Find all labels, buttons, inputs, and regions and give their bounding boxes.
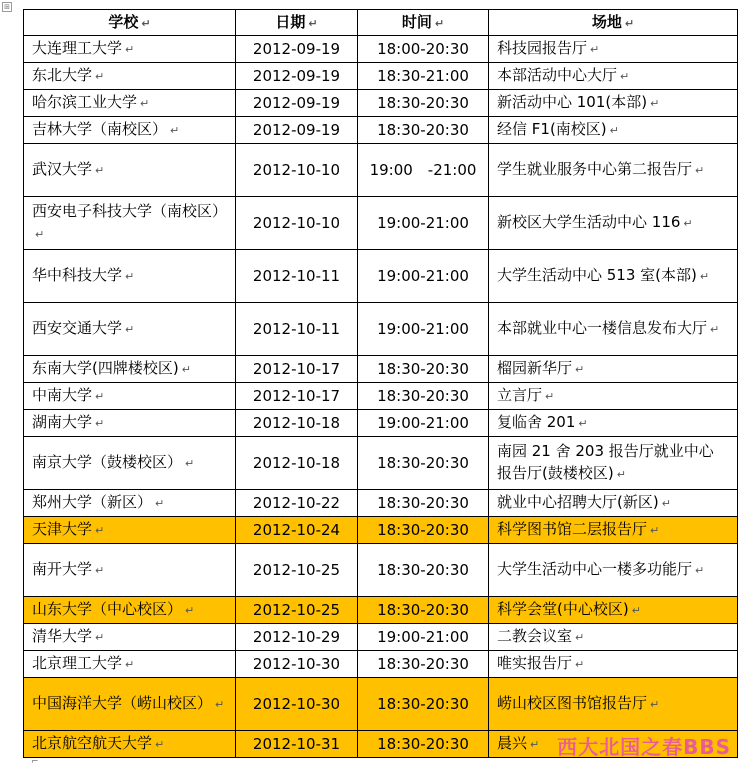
cell-date[interactable] bbox=[236, 410, 358, 437]
cell-school[interactable] bbox=[24, 651, 236, 678]
cell-school-text: 哈尔滨工业大学 bbox=[32, 93, 138, 111]
paragraph-mark-icon: ↵ bbox=[530, 738, 540, 751]
cell-date-text: 2012-10-30 bbox=[252, 655, 341, 673]
table-row bbox=[24, 544, 738, 597]
paragraph-mark-icon: ↵ bbox=[683, 217, 693, 230]
cell-venue-text: 二教会议室 bbox=[497, 627, 573, 645]
cell-time-text: 18:30-20:30 bbox=[377, 94, 469, 112]
paragraph-mark-icon: ↵ bbox=[181, 363, 191, 376]
cell-date[interactable] bbox=[236, 651, 358, 678]
schedule-table bbox=[23, 9, 738, 758]
end-mark-icon: ⌐ bbox=[31, 757, 39, 767]
cell-school[interactable] bbox=[24, 303, 236, 356]
paragraph-mark-icon: ↵ bbox=[141, 16, 151, 30]
paragraph-mark-icon: ↵ bbox=[95, 70, 105, 83]
table-move-handle-icon[interactable]: ⊞ bbox=[2, 2, 12, 12]
cell-time[interactable] bbox=[358, 437, 489, 490]
paragraph-mark-icon: ↵ bbox=[308, 16, 318, 30]
cell-time-text: 19:00-21:00 bbox=[377, 320, 469, 338]
cell-school-text: 北京航空航天大学 bbox=[32, 734, 153, 752]
cell-venue-text: 新活动中心 101(本部) bbox=[497, 93, 648, 111]
cell-date-text: 2012-09-19 bbox=[252, 121, 341, 139]
cell-time[interactable] bbox=[358, 597, 489, 624]
cell-venue-text: 科技园报告厅 bbox=[497, 39, 588, 57]
cell-venue[interactable] bbox=[489, 144, 738, 197]
cell-venue-text: 本部活动中心大厅 bbox=[497, 66, 618, 84]
table-row bbox=[24, 437, 738, 490]
table-row bbox=[24, 490, 738, 517]
cell-time-text: 18:30-20:30 bbox=[377, 655, 469, 673]
paragraph-mark-icon: ↵ bbox=[434, 16, 445, 30]
cell-time[interactable] bbox=[358, 490, 489, 517]
cell-date-text: 2012-10-17 bbox=[252, 387, 341, 405]
cell-time[interactable] bbox=[358, 197, 489, 250]
cell-time[interactable] bbox=[358, 117, 489, 144]
cell-venue[interactable] bbox=[489, 250, 738, 303]
paragraph-mark-icon: ↵ bbox=[125, 658, 135, 671]
table-row bbox=[24, 250, 738, 303]
cell-time[interactable] bbox=[358, 678, 489, 731]
cell-venue-text: 唯实报告厅 bbox=[497, 654, 573, 672]
paragraph-mark-icon: ↵ bbox=[95, 631, 105, 644]
paragraph-mark-icon: ↵ bbox=[185, 457, 195, 470]
cell-time-text: 18:30-20:30 bbox=[377, 735, 469, 753]
table-row bbox=[24, 597, 738, 624]
paragraph-mark-icon: ↵ bbox=[125, 43, 135, 56]
paragraph-mark-icon: ↵ bbox=[575, 363, 585, 376]
cell-school[interactable] bbox=[24, 36, 236, 63]
paragraph-mark-icon: ↵ bbox=[185, 604, 195, 617]
cell-venue[interactable] bbox=[489, 544, 738, 597]
cell-school-text: 吉林大学（南校区） bbox=[32, 120, 168, 138]
cell-school-text: 西安电子科技大学（南校区） bbox=[32, 202, 228, 220]
cell-school[interactable] bbox=[24, 63, 236, 90]
cell-time-text: 18:30-20:30 bbox=[377, 494, 469, 512]
cell-venue-text: 科学图书馆二层报告厅 bbox=[497, 520, 648, 538]
cell-venue-text: 大学生活动中心一楼多功能厅 bbox=[497, 560, 693, 578]
cell-date[interactable] bbox=[236, 490, 358, 517]
paragraph-mark-icon: ↵ bbox=[624, 16, 635, 30]
table-row bbox=[24, 356, 738, 383]
cell-venue-text: 立言厅 bbox=[497, 386, 543, 404]
table-row bbox=[24, 117, 738, 144]
cell-time-text: 19:00 -21:00 bbox=[369, 161, 477, 179]
table-row bbox=[24, 624, 738, 651]
cell-school[interactable] bbox=[24, 383, 236, 410]
cell-school[interactable] bbox=[24, 250, 236, 303]
cell-school[interactable] bbox=[24, 410, 236, 437]
cell-school-text: 山东大学（中心校区） bbox=[32, 600, 183, 618]
cell-venue-text: 崂山校区图书馆报告厅 bbox=[497, 694, 648, 712]
cell-school-text: 湖南大学 bbox=[32, 413, 93, 431]
cell-venue-text: 就业中心招聘大厅(新区) bbox=[497, 493, 659, 511]
cell-school[interactable] bbox=[24, 90, 236, 117]
paragraph-mark-icon: ↵ bbox=[578, 417, 588, 430]
cell-date[interactable] bbox=[236, 731, 358, 758]
header-venue: 场地 ↵ bbox=[489, 10, 738, 36]
cell-time-text: 18:30-20:30 bbox=[377, 695, 469, 713]
cell-venue-text: 晨兴 bbox=[497, 734, 528, 752]
cell-school-text: 南京大学（鼓楼校区） bbox=[32, 453, 183, 471]
cell-school[interactable] bbox=[24, 356, 236, 383]
cell-date-text: 2012-10-31 bbox=[252, 735, 341, 753]
cell-time[interactable] bbox=[358, 303, 489, 356]
cell-school[interactable] bbox=[24, 117, 236, 144]
cell-school-text: 武汉大学 bbox=[32, 160, 93, 178]
cell-venue[interactable] bbox=[489, 410, 738, 437]
cell-date[interactable] bbox=[236, 303, 358, 356]
cell-date[interactable] bbox=[236, 144, 358, 197]
cell-school[interactable] bbox=[24, 437, 236, 490]
cell-venue[interactable] bbox=[489, 117, 738, 144]
cell-date-text: 2012-10-11 bbox=[252, 320, 341, 338]
cell-venue-text: 榴园新华厅 bbox=[497, 359, 573, 377]
cell-date[interactable] bbox=[236, 597, 358, 624]
cell-time[interactable] bbox=[358, 63, 489, 90]
cell-venue-text: 大学生活动中心 513 室(本部) bbox=[497, 266, 697, 284]
cell-date-text: 2012-10-22 bbox=[252, 494, 341, 512]
cell-date[interactable] bbox=[236, 678, 358, 731]
cell-venue-text: 本部就业中心一楼信息发布大厅 bbox=[497, 319, 708, 337]
table-row bbox=[24, 383, 738, 410]
cell-time[interactable] bbox=[358, 410, 489, 437]
cell-venue[interactable] bbox=[489, 303, 738, 356]
cell-date[interactable] bbox=[236, 383, 358, 410]
paragraph-mark-icon: ↵ bbox=[631, 604, 641, 617]
cell-date[interactable] bbox=[236, 90, 358, 117]
cell-venue[interactable] bbox=[489, 517, 738, 544]
cell-date[interactable] bbox=[236, 197, 358, 250]
cell-time-text: 18:30-20:30 bbox=[377, 521, 469, 539]
paragraph-mark-icon: ↵ bbox=[609, 124, 619, 137]
table-row bbox=[24, 144, 738, 197]
table-body bbox=[24, 36, 738, 758]
cell-date[interactable] bbox=[236, 544, 358, 597]
paragraph-mark-icon: ↵ bbox=[699, 270, 710, 283]
cell-venue[interactable] bbox=[489, 490, 738, 517]
watermark: 西大北国之春BBS bbox=[557, 735, 731, 759]
cell-time-text: 18:30-21:00 bbox=[377, 67, 469, 85]
cell-time[interactable] bbox=[358, 36, 489, 63]
cell-school-text: 大连理工大学 bbox=[32, 39, 123, 57]
cell-time-text: 18:30-20:30 bbox=[377, 360, 469, 378]
cell-venue[interactable] bbox=[489, 63, 738, 90]
paragraph-mark-icon: ↵ bbox=[575, 631, 585, 644]
cell-date-text: 2012-10-11 bbox=[252, 267, 341, 285]
table-row bbox=[24, 517, 738, 544]
cell-venue-text: 科学会堂(中心校区) bbox=[497, 600, 629, 618]
cell-date-text: 2012-10-18 bbox=[252, 414, 341, 432]
cell-date[interactable] bbox=[236, 250, 358, 303]
cell-venue-text: 复临舍 201 bbox=[497, 413, 576, 431]
cell-time-text: 18:30-20:30 bbox=[377, 387, 469, 405]
cell-time[interactable] bbox=[358, 356, 489, 383]
paragraph-mark-icon: ↵ bbox=[170, 124, 180, 137]
cell-venue[interactable] bbox=[489, 437, 738, 490]
cell-venue-text: 南园 21 舍 203 报告厅就业中心报告厅(鼓楼校区) bbox=[497, 442, 714, 482]
cell-school[interactable] bbox=[24, 544, 236, 597]
cell-time[interactable] bbox=[358, 517, 489, 544]
paragraph-mark-icon: ↵ bbox=[95, 417, 105, 430]
cell-date[interactable] bbox=[236, 63, 358, 90]
cell-venue[interactable] bbox=[489, 197, 738, 250]
header-school: 学校 ↵ bbox=[24, 10, 236, 36]
paragraph-mark-icon: ↵ bbox=[125, 270, 135, 283]
cell-time-text: 19:00-21:00 bbox=[377, 414, 469, 432]
cell-school-text: 东北大学 bbox=[32, 66, 93, 84]
cell-school[interactable] bbox=[24, 678, 236, 731]
table-row bbox=[24, 90, 738, 117]
header-time: 时间 ↵ bbox=[358, 10, 489, 36]
cell-time-text: 18:00-20:30 bbox=[377, 40, 469, 58]
cell-time-text: 19:00-21:00 bbox=[377, 214, 469, 232]
cell-school[interactable] bbox=[24, 624, 236, 651]
cell-time[interactable] bbox=[358, 144, 489, 197]
cell-school[interactable] bbox=[24, 197, 236, 250]
cell-venue[interactable] bbox=[489, 356, 738, 383]
cell-date[interactable] bbox=[236, 117, 358, 144]
paragraph-mark-icon: ↵ bbox=[95, 164, 105, 177]
cell-date-text: 2012-09-19 bbox=[252, 40, 341, 58]
paragraph-mark-icon: ↵ bbox=[95, 524, 105, 537]
table-row bbox=[24, 197, 738, 250]
cell-venue[interactable] bbox=[489, 36, 738, 63]
cell-school[interactable] bbox=[24, 597, 236, 624]
cell-time[interactable] bbox=[358, 383, 489, 410]
paragraph-mark-icon: ↵ bbox=[125, 323, 135, 336]
cell-date-text: 2012-10-25 bbox=[252, 561, 341, 579]
cell-time[interactable] bbox=[358, 250, 489, 303]
paragraph-mark-icon: ↵ bbox=[695, 564, 705, 577]
table-row bbox=[24, 36, 738, 63]
cell-date[interactable] bbox=[236, 624, 358, 651]
cell-time-text: 19:00-21:00 bbox=[377, 628, 469, 646]
table-row bbox=[24, 651, 738, 678]
paragraph-mark-icon: ↵ bbox=[661, 497, 671, 510]
paragraph-mark-icon: ↵ bbox=[155, 497, 165, 510]
table-header-row bbox=[24, 10, 738, 36]
paragraph-mark-icon: ↵ bbox=[695, 164, 705, 177]
cell-venue[interactable] bbox=[489, 597, 738, 624]
cell-school[interactable] bbox=[24, 144, 236, 197]
cell-venue-text: 新校区大学生活动中心 116 bbox=[497, 213, 681, 231]
cell-date[interactable] bbox=[236, 437, 358, 490]
cell-school-text: 中南大学 bbox=[32, 386, 93, 404]
cell-date[interactable] bbox=[236, 356, 358, 383]
cell-date[interactable] bbox=[236, 517, 358, 544]
cell-school-text: 中国海洋大学（崂山校区） bbox=[32, 694, 213, 712]
cell-date-text: 2012-10-25 bbox=[252, 601, 341, 619]
cell-time-text: 19:00-21:00 bbox=[377, 267, 469, 285]
table-row bbox=[24, 303, 738, 356]
header-date: 日期 ↵ bbox=[236, 10, 358, 36]
cell-time[interactable] bbox=[358, 651, 489, 678]
cell-date-text: 2012-10-10 bbox=[252, 214, 341, 232]
cell-date[interactable] bbox=[236, 36, 358, 63]
cell-school[interactable] bbox=[24, 731, 236, 758]
cell-school-text: 东南大学(四牌楼校区) bbox=[32, 359, 179, 377]
cell-school-text: 华中科技大学 bbox=[32, 266, 123, 284]
table-row bbox=[24, 63, 738, 90]
paragraph-mark-icon: ↵ bbox=[650, 97, 660, 110]
paragraph-mark-icon: ↵ bbox=[710, 323, 720, 336]
cell-time-text: 18:30-20:30 bbox=[377, 561, 469, 579]
paragraph-mark-icon: ↵ bbox=[620, 70, 630, 83]
paragraph-mark-icon: ↵ bbox=[590, 43, 600, 56]
paragraph-mark-icon: ↵ bbox=[650, 524, 660, 537]
cell-time[interactable] bbox=[358, 544, 489, 597]
cell-school-text: 天津大学 bbox=[32, 520, 93, 538]
cell-date-text: 2012-10-30 bbox=[252, 695, 341, 713]
cell-school-text: 郑州大学（新区） bbox=[32, 493, 153, 511]
cell-school[interactable] bbox=[24, 517, 236, 544]
cell-date-text: 2012-10-17 bbox=[252, 360, 341, 378]
cell-time-text: 18:30-20:30 bbox=[377, 454, 469, 472]
paragraph-mark-icon: ↵ bbox=[95, 564, 105, 577]
cell-school[interactable] bbox=[24, 490, 236, 517]
cell-school-text: 北京理工大学 bbox=[32, 654, 123, 672]
cell-venue[interactable] bbox=[489, 624, 738, 651]
paragraph-mark-icon: ↵ bbox=[155, 738, 165, 751]
cell-date-text: 2012-09-19 bbox=[252, 94, 341, 112]
cell-venue[interactable] bbox=[489, 651, 738, 678]
cell-time-text: 18:30-20:30 bbox=[377, 601, 469, 619]
paragraph-mark-icon: ↵ bbox=[575, 658, 585, 671]
cell-school-text: 西安交通大学 bbox=[32, 319, 123, 337]
cell-venue[interactable] bbox=[489, 678, 738, 731]
cell-time[interactable] bbox=[358, 624, 489, 651]
cell-school-text: 南开大学 bbox=[32, 560, 93, 578]
cell-date-text: 2012-10-24 bbox=[252, 521, 341, 539]
paragraph-mark-icon: ↵ bbox=[545, 390, 555, 403]
cell-time-text: 18:30-20:30 bbox=[377, 121, 469, 139]
table-row bbox=[24, 410, 738, 437]
paragraph-mark-icon: ↵ bbox=[140, 97, 150, 110]
cell-venue[interactable] bbox=[489, 383, 738, 410]
paragraph-mark-icon: ↵ bbox=[215, 698, 225, 711]
cell-venue[interactable] bbox=[489, 90, 738, 117]
cell-date-text: 2012-10-18 bbox=[252, 454, 341, 472]
cell-time[interactable] bbox=[358, 731, 489, 758]
cell-school-text: 清华大学 bbox=[32, 627, 93, 645]
table-row bbox=[24, 678, 738, 731]
cell-venue-text: 学生就业服务中心第二报告厅 bbox=[497, 160, 693, 178]
paragraph-mark-icon: ↵ bbox=[95, 390, 105, 403]
cell-venue-text: 经信 F1(南校区) bbox=[497, 120, 607, 138]
cell-date-text: 2012-09-19 bbox=[252, 67, 341, 85]
paragraph-mark-icon: ↵ bbox=[616, 468, 626, 481]
cell-time[interactable] bbox=[358, 90, 489, 117]
paragraph-mark-icon: ↵ bbox=[35, 228, 45, 241]
cell-date-text: 2012-10-29 bbox=[252, 628, 341, 646]
cell-date-text: 2012-10-10 bbox=[252, 161, 341, 179]
paragraph-mark-icon: ↵ bbox=[650, 698, 660, 711]
